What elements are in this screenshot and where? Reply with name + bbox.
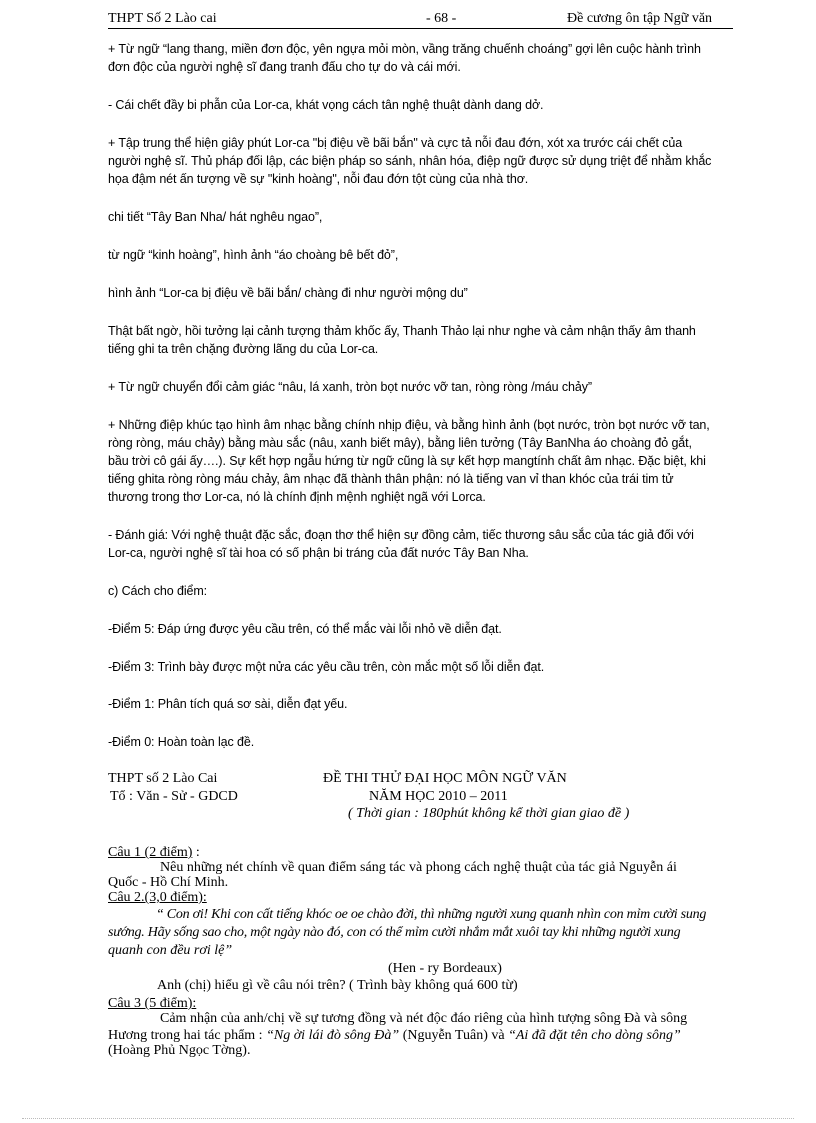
body-line: -Điểm 3: Trình bày được một nửa các yêu cầu trên, còn mắc một số lỗi diễn đạt. [108,660,545,674]
work-title-2: “Ai đã đặt tên cho dòng sông” [508,1028,681,1043]
department: Tổ : Văn - Sử - GDCD [110,789,238,804]
body-line: tiếng ghita ròng ròng máu chảy, âm nhạc đã thành thân phận: nó là tiếng van vỉ than khóc của trái tim tử [108,472,674,486]
question-1-text: Quốc - Hồ Chí Minh. [108,875,229,890]
body-line: thương trong thơ Lor-ca, nó là chính định mệnh nghiệt ngã với Lorca. [108,490,486,504]
question-1-colon: : [192,845,200,860]
question-1-label: Câu 1 (2 điểm) [108,845,193,860]
question-3-author-1: (Nguyễn Tuân) và [399,1028,509,1043]
body-line: bầu trời cô gái ấy….). Sự kết hợp ngẫu hứng từ ngữ cũng là sự kết hợp mangtính chất âm nhạc. Đặc biệt, khi [108,454,706,468]
question-3-text: (Hoàng Phủ Ngọc Tờng). [108,1043,251,1058]
body-line: hình ảnh “Lor-ca bị điệu về bãi bắn/ chàng đi như người mộng du” [108,286,468,300]
body-line: - Đánh giá: Với nghệ thuật đặc sắc, đoạn thơ thể hiện sự đồng cảm, tiếc thương sâu sắc của tác giả đối với [108,528,694,542]
body-line: họa đậm nét ấn tượng về sự "kinh hoàng", nỗi đau đớn tột cùng của nhà thơ. [108,172,529,186]
question-3-text [108,1028,681,1044]
body-line: + Những điệp khúc tạo hình âm nhạc bằng chính nhịp điệu, và bằng hình ảnh (bọt nước, tròn bọt nước vỡ tan, [108,418,710,432]
question-2-quote: sướng. Hãy sống sao cho, một ngày nào đó, con có thể mỉm cười nhắm mắt xuôi tay khi những người xung [108,925,681,940]
body-line: + Từ ngữ “lang thang, miền đơn độc, yên ngựa mỏi mòn, vầng trăng chuếnh choáng” gợi lên cuộc hành trình [108,42,701,56]
body-line: tiếng ghi ta trên chặng đường lãng du của Lor-ca. [108,342,379,356]
header-rule [108,28,733,29]
exam-title: ĐỀ THI THỬ ĐẠI HỌC MÔN NGỮ VĂN [323,771,567,786]
work-title-1: “Ng ời lái đò sông Đà” [266,1028,400,1043]
body-line: Lor-ca, người nghệ sĩ tài hoa có số phận bi tráng của đất nước Tây Ban Nha. [108,546,529,560]
body-line: + Tập trung thể hiện giây phút Lor-ca "bị điệu về bãi bắn" và cực tả nỗi đau đớn, xót xa trước cái chết của [108,136,683,150]
body-line: người nghệ sĩ. Thủ pháp đối lập, các biện pháp so sánh, nhân hóa, điệp ngữ được sử dụng triệt để nhằm khắc [108,154,712,168]
body-line: từ ngữ “kinh hoàng”, hình ảnh “áo choàng bê bết đỏ”, [108,248,399,262]
question-2-quote: “ Con ơi! Khi con cất tiếng khóc oe oe chào đời, thì những người xung quanh nhìn con mỉm cười sung [156,907,707,922]
body-line: đơn độc của người nghệ sĩ đang tranh đấu cho tự do và cái mới. [108,60,461,74]
school-name: THPT số 2 Lào Cai [108,771,218,786]
question-2-task: Anh (chị) hiểu gì về câu nói trên? ( Trình bày không quá 600 từ) [157,978,518,993]
body-line: -Điểm 0: Hoàn toàn lạc đề. [108,735,255,749]
body-line: c) Cách cho điểm: [108,584,208,598]
body-line: Thật bất ngờ, hồi tưởng lại cảnh tượng thảm khốc ấy, Thanh Thảo lại như nghe và cảm nhận thấy âm thanh [108,324,696,338]
body-line: ròng ròng, máu chảy) bằng màu sắc (nâu, xanh biết mây), bằng liên tưởng (Tây BanNha áo choàng đỏ gắt, [108,436,692,450]
question-2-label: Câu 2.(3,0 điểm): [108,890,207,905]
question-3-prefix: Hương trong hai tác phẩm : [108,1028,267,1043]
question-1-heading [108,845,200,861]
header-right: Đề cương ôn tập Ngữ văn [567,11,713,26]
body-line: -Điểm 1: Phân tích quá sơ sài, diễn đạt yếu. [108,697,348,711]
question-3-text: Cảm nhận của anh/chị về sự tương đồng và nét độc đáo riêng của hình tượng sông Đà và sông [160,1011,688,1026]
quote-author: (Hen - ry Bordeaux) [388,961,502,976]
body-line: + Từ ngữ chuyển đổi cảm giác “nâu, lá xanh, tròn bọt nước vỡ tan, ròng ròng /máu chảy” [108,380,592,394]
page-number: - 68 - [426,11,457,26]
time-note: ( Thời gian : 180phút không kể thời gian giao đề ) [348,806,630,821]
page-bottom-divider [22,1118,794,1119]
question-2-quote: quanh con đều rơi lệ” [108,943,233,958]
school-year: NĂM HỌC 2010 – 2011 [369,789,508,804]
body-line: -Điểm 5: Đáp ứng được yêu cầu trên, có thể mắc vài lỗi nhỏ về diễn đạt. [108,622,502,636]
question-3-label: Câu 3 (5 điểm): [108,996,197,1011]
body-line: - Cái chết đầy bi phẫn của Lor-ca, khát vọng cách tân nghệ thuật dành dang dở. [108,98,544,112]
header-left: THPT Số 2 Lào cai [108,11,217,26]
body-line: chi tiết “Tây Ban Nha/ hát nghêu ngao”, [108,210,323,224]
question-1-text: Nêu những nét chính về quan điểm sáng tác và phong cách nghệ thuật của tác giả Nguyễn ái [160,860,677,875]
